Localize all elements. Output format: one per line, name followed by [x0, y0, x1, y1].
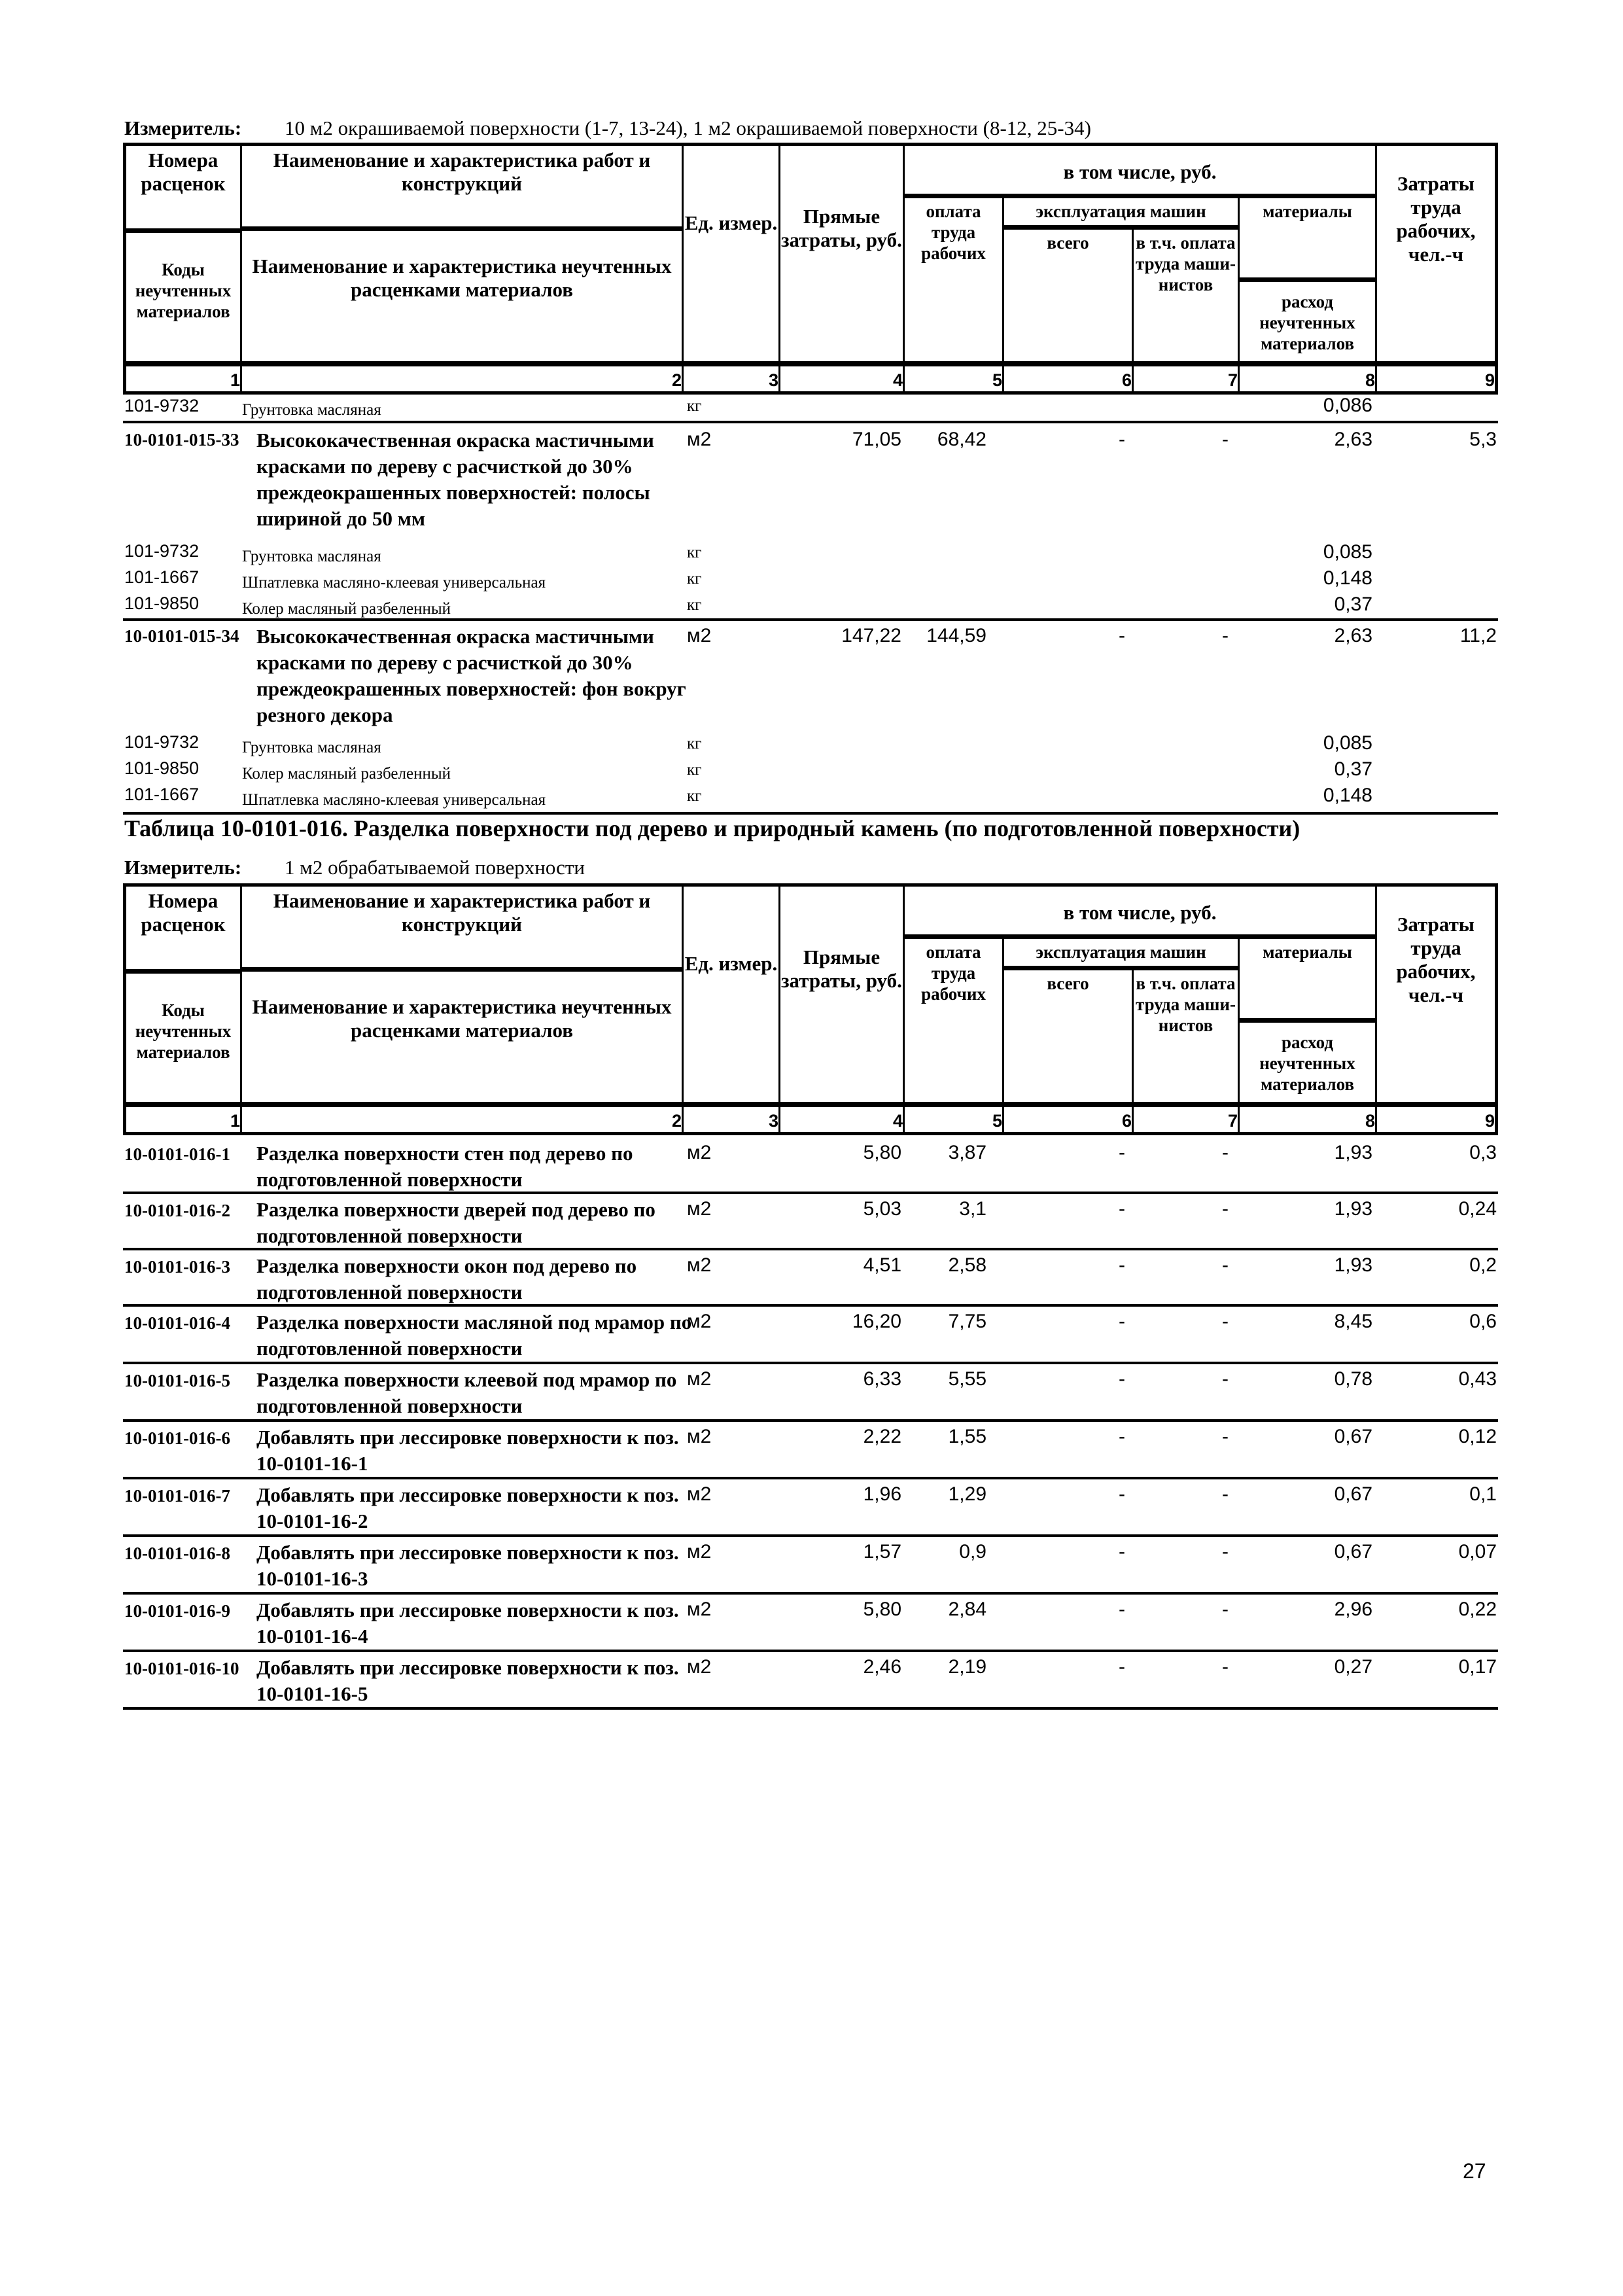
- material-code: 101-9732: [124, 732, 200, 752]
- rate-row: [123, 1304, 1498, 1362]
- rate-unit: м2: [687, 1142, 712, 1163]
- hdr-num-6: 6: [1004, 363, 1134, 391]
- rate-unit: м2: [687, 1541, 712, 1563]
- material-consumption: 0,37: [1334, 593, 1372, 615]
- rate-name: Разделка поверхности стен под дерево по подготовленной поверхности: [256, 1142, 633, 1191]
- rate-unit: м2: [687, 1483, 712, 1505]
- hdr-col6: всего: [1004, 970, 1134, 1104]
- rate-row: [123, 421, 1498, 541]
- direct-costs: 16,20: [852, 1311, 901, 1332]
- material-consumption: 0,085: [1323, 541, 1372, 563]
- labor-hours: 0,2: [1469, 1254, 1497, 1276]
- hdr-col2-bottom: Наименование и характеристика неучтенных расценками материалов: [242, 231, 684, 363]
- rate-unit: м2: [687, 625, 712, 646]
- labor-hours: 11,2: [1459, 625, 1497, 646]
- hdr-num-9: 9: [1377, 363, 1495, 391]
- materials-cost: 0,67: [1334, 1483, 1372, 1505]
- material-row: [123, 395, 1498, 421]
- meter-label: Измеритель:: [124, 116, 242, 139]
- labor-hours: 0,12: [1458, 1426, 1497, 1447]
- rate-name: Разделка поверхности окон под дерево по подготовленной поверхности: [256, 1254, 637, 1303]
- direct-costs: 5,80: [863, 1142, 901, 1163]
- machinist-pay: -: [1222, 1598, 1229, 1620]
- material-code: 101-9732: [124, 541, 200, 561]
- hdr-num-6: 6: [1004, 1104, 1134, 1132]
- machines-total: -: [1119, 1656, 1125, 1678]
- labor-hours: 0,07: [1458, 1541, 1497, 1563]
- labor-pay: 2,19: [948, 1656, 986, 1678]
- meter-line-1: [124, 116, 1091, 140]
- direct-costs: 4,51: [863, 1254, 901, 1276]
- hdr-num-2: 2: [242, 363, 684, 391]
- material-name: Колер масляный разбеленный: [242, 765, 451, 783]
- page-number: 27: [1463, 2159, 1486, 2183]
- rate-name: Разделка поверхности клеевой под мрамор по подготовленной поверхности: [256, 1368, 677, 1417]
- direct-costs: 1,57: [863, 1541, 901, 1563]
- machinist-pay: -: [1222, 1656, 1229, 1678]
- materials-cost: 2,63: [1334, 625, 1372, 646]
- hdr-col4: Прямые затраты, руб.: [780, 146, 905, 363]
- hdr-num-1: 1: [126, 363, 242, 391]
- material-consumption: 0,148: [1323, 785, 1372, 806]
- rate-code: 10-0101-016-10: [124, 1659, 239, 1678]
- hdr-col3: Ед. измер.: [684, 146, 780, 363]
- machines-total: -: [1119, 1142, 1125, 1163]
- labor-pay: 5,55: [948, 1368, 986, 1390]
- material-unit: кг: [687, 735, 702, 752]
- material-unit: кг: [687, 761, 702, 779]
- meter-value: 1 м2 обрабатываемой поверхности: [285, 856, 585, 879]
- material-code: 101-9850: [124, 593, 200, 613]
- hdr-num-5: 5: [905, 1104, 1004, 1132]
- machines-total: -: [1119, 1368, 1125, 1390]
- hdr-col1-bottom: Коды неучтенных материалов: [126, 969, 242, 1104]
- hdr-num-3: 3: [684, 363, 780, 391]
- materials-cost: 1,93: [1334, 1254, 1372, 1276]
- machinist-pay: -: [1222, 1426, 1229, 1447]
- materials-cost: 2,96: [1334, 1598, 1372, 1620]
- machines-total: -: [1119, 625, 1125, 646]
- labor-pay: 144,59: [926, 625, 986, 646]
- hdr-col1-top: Номера расценок: [126, 887, 242, 972]
- hdr-incl: в том числе, руб.: [905, 887, 1377, 939]
- hdr-col1-bottom: Коды неучтенных материалов: [126, 228, 242, 363]
- hdr-col5: оплата труда рабочих: [905, 939, 1004, 1104]
- rate-code: 10-0101-016-1: [124, 1144, 230, 1164]
- rate-code: 10-0101-016-9: [124, 1601, 230, 1621]
- machines-total: -: [1119, 1541, 1125, 1563]
- materials-cost: 1,93: [1334, 1198, 1372, 1220]
- labor-pay: 1,55: [948, 1426, 986, 1447]
- hdr-num-9: 9: [1377, 1104, 1495, 1132]
- materials-cost: 1,93: [1334, 1142, 1372, 1163]
- machines-total: -: [1119, 429, 1125, 450]
- labor-hours: 0,3: [1469, 1142, 1497, 1163]
- hdr-num-2: 2: [242, 1104, 684, 1132]
- material-name: Грунтовка масляная: [242, 401, 381, 419]
- labor-pay: 2,58: [948, 1254, 986, 1276]
- rate-code: 10-0101-016-5: [124, 1371, 230, 1390]
- material-code: 101-9850: [124, 758, 200, 778]
- machinist-pay: -: [1222, 1541, 1229, 1563]
- rate-unit: м2: [687, 1311, 712, 1332]
- rate-name: Добавлять при лессировке поверхности к поз. 10-0101-16-3: [256, 1541, 679, 1590]
- rate-code: 10-0101-015-34: [124, 626, 239, 646]
- hdr-col8: расход неучтенных материалов: [1240, 282, 1377, 363]
- rate-row: [123, 1248, 1498, 1304]
- material-consumption: 0,086: [1323, 395, 1372, 416]
- hdr-col3: Ед. измер.: [684, 887, 780, 1104]
- labor-hours: 0,24: [1458, 1198, 1497, 1220]
- hdr-num-8: 8: [1240, 1104, 1377, 1132]
- hdr-num-5: 5: [905, 363, 1004, 391]
- material-unit: кг: [687, 570, 702, 588]
- hdr-col7: в т.ч. оплата труда маши-нистов: [1134, 970, 1240, 1104]
- hdr-col9: Затраты труда рабочих, чел.-ч: [1377, 146, 1495, 363]
- rate-name: Высококачественная окраска мастичными красками по дереву с расчисткой до 30% преждеокрашенных поверхностей: полосы шириной до 50 мм: [256, 429, 654, 530]
- machinist-pay: -: [1222, 1142, 1229, 1163]
- labor-pay: 3,87: [948, 1142, 986, 1163]
- rate-code: 10-0101-016-2: [124, 1201, 230, 1220]
- material-unit: кг: [687, 544, 702, 561]
- machines-total: -: [1119, 1426, 1125, 1447]
- hdr-col6: всего: [1004, 230, 1134, 363]
- table-2-body: [123, 1135, 1498, 1710]
- rate-name: Разделка поверхности дверей под дерево по подготовленной поверхности: [256, 1198, 655, 1247]
- direct-costs: 147,22: [841, 625, 901, 646]
- materials-cost: 0,78: [1334, 1368, 1372, 1390]
- rate-name: Добавлять при лессировке поверхности к поз. 10-0101-16-5: [256, 1656, 679, 1705]
- labor-pay: 68,42: [937, 429, 986, 450]
- material-unit: кг: [687, 787, 702, 805]
- rate-row: [123, 618, 1498, 732]
- rate-name: Разделка поверхности масляной под мрамор по подготовленной поверхности: [256, 1311, 692, 1360]
- rate-name: Добавлять при лессировке поверхности к поз. 10-0101-16-4: [256, 1598, 679, 1648]
- labor-pay: 1,29: [948, 1483, 986, 1505]
- hdr-num-4: 4: [780, 363, 905, 391]
- hdr-materials: материалы: [1240, 198, 1377, 282]
- material-code: 101-1667: [124, 567, 200, 587]
- materials-cost: 2,63: [1334, 429, 1372, 450]
- material-name: Грунтовка масляная: [242, 739, 381, 756]
- table-header-1: [123, 143, 1498, 395]
- rate-name: Добавлять при лессировке поверхности к поз. 10-0101-16-1: [256, 1426, 679, 1475]
- labor-pay: 3,1: [959, 1198, 986, 1220]
- table-2-title: Таблица 10-0101-016. Разделка поверхности под дерево и природный камень (по подготовленной поверхности): [124, 815, 1300, 841]
- rate-row: [123, 1592, 1498, 1650]
- rate-row: [123, 1135, 1498, 1192]
- rate-unit: м2: [687, 1426, 712, 1447]
- hdr-col9: Затраты труда рабочих, чел.-ч: [1377, 887, 1495, 1104]
- hdr-col8: расход неучтенных материалов: [1240, 1023, 1377, 1104]
- machines-total: -: [1119, 1254, 1125, 1276]
- direct-costs: 71,05: [852, 429, 901, 450]
- rate-code: 10-0101-016-7: [124, 1486, 230, 1506]
- material-unit: кг: [687, 397, 702, 415]
- hdr-col5: оплата труда рабочих: [905, 198, 1004, 363]
- machinist-pay: -: [1222, 1198, 1229, 1220]
- machinist-pay: -: [1222, 625, 1229, 646]
- hdr-num-7: 7: [1134, 363, 1240, 391]
- rate-row: [123, 1650, 1498, 1710]
- hdr-materials: материалы: [1240, 939, 1377, 1023]
- rate-code: 10-0101-016-6: [124, 1428, 230, 1448]
- material-unit: кг: [687, 596, 702, 614]
- material-row: [123, 541, 1498, 567]
- direct-costs: 1,96: [863, 1483, 901, 1505]
- machines-total: -: [1119, 1483, 1125, 1505]
- hdr-num-1: 1: [126, 1104, 242, 1132]
- material-row: [123, 758, 1498, 785]
- rate-unit: м2: [687, 1656, 712, 1678]
- hdr-incl: в том числе, руб.: [905, 146, 1377, 198]
- rate-unit: м2: [687, 1198, 712, 1220]
- labor-hours: 0,22: [1458, 1598, 1497, 1620]
- labor-hours: 0,6: [1469, 1311, 1497, 1332]
- material-consumption: 0,085: [1323, 732, 1372, 754]
- rate-code: 10-0101-016-3: [124, 1257, 230, 1277]
- hdr-col4: Прямые затраты, руб.: [780, 887, 905, 1104]
- machinist-pay: -: [1222, 1368, 1229, 1390]
- direct-costs: 5,03: [863, 1198, 901, 1220]
- hdr-col1-top: Номера расценок: [126, 146, 242, 231]
- hdr-col2-top: Наименование и характеристика работ и конструкций: [242, 146, 684, 231]
- direct-costs: 5,80: [863, 1598, 901, 1620]
- materials-cost: 0,67: [1334, 1541, 1372, 1563]
- hdr-col7: в т.ч. оплата труда маши-нистов: [1134, 230, 1240, 363]
- rate-unit: м2: [687, 1368, 712, 1390]
- material-code: 101-9732: [124, 396, 200, 415]
- direct-costs: 6,33: [863, 1368, 901, 1390]
- material-consumption: 0,148: [1323, 567, 1372, 589]
- hdr-num-7: 7: [1134, 1104, 1240, 1132]
- rate-name: Добавлять при лессировке поверхности к поз. 10-0101-16-2: [256, 1483, 679, 1532]
- meter-label: Измеритель:: [124, 856, 242, 879]
- rate-unit: м2: [687, 429, 712, 450]
- material-row: [123, 567, 1498, 593]
- meter-value: 10 м2 окрашиваемой поверхности (1-7, 13-24), 1 м2 окрашиваемой поверхности (8-12, 25-34): [285, 116, 1091, 139]
- hdr-col2-bottom: Наименование и характеристика неучтенных расценками материалов: [242, 972, 684, 1104]
- rate-unit: м2: [687, 1254, 712, 1276]
- materials-cost: 0,67: [1334, 1426, 1372, 1447]
- rate-code: 10-0101-016-4: [124, 1313, 230, 1333]
- table-1-body: [123, 395, 1498, 815]
- rate-unit: м2: [687, 1598, 712, 1620]
- rate-code: 10-0101-016-8: [124, 1544, 230, 1563]
- labor-hours: 0,1: [1469, 1483, 1497, 1505]
- material-row: [123, 785, 1498, 815]
- direct-costs: 2,22: [863, 1426, 901, 1447]
- labor-hours: 0,43: [1458, 1368, 1497, 1390]
- rate-name: Высококачественная окраска мастичными красками по дереву с расчисткой до 30% преждеокрашенных поверхностей: фон вокруг резного декора: [256, 625, 686, 726]
- materials-cost: 8,45: [1334, 1311, 1372, 1332]
- labor-pay: 2,84: [948, 1598, 986, 1620]
- hdr-col2-top: Наименование и характеристика работ и конструкций: [242, 887, 684, 972]
- machines-total: -: [1119, 1198, 1125, 1220]
- machinist-pay: -: [1222, 429, 1229, 450]
- labor-pay: 7,75: [948, 1311, 986, 1332]
- hdr-machines: эксплуатация машин: [1004, 939, 1240, 970]
- hdr-num-8: 8: [1240, 363, 1377, 391]
- machines-total: -: [1119, 1311, 1125, 1332]
- machines-total: -: [1119, 1598, 1125, 1620]
- machinist-pay: -: [1222, 1254, 1229, 1276]
- hdr-num-4: 4: [780, 1104, 905, 1132]
- material-code: 101-1667: [124, 785, 200, 804]
- materials-cost: 0,27: [1334, 1656, 1372, 1678]
- table-header-2: [123, 883, 1498, 1135]
- rate-code: 10-0101-015-33: [124, 430, 239, 450]
- labor-hours: 5,3: [1469, 429, 1497, 450]
- material-row: [123, 593, 1498, 618]
- rate-row: [123, 1477, 1498, 1534]
- meter-line-2: [124, 856, 585, 879]
- rate-row: [123, 1362, 1498, 1419]
- hdr-machines: эксплуатация машин: [1004, 198, 1240, 230]
- rate-row: [123, 1419, 1498, 1477]
- material-name: Грунтовка масляная: [242, 548, 381, 565]
- material-name: Шпатлевка масляно-клеевая универсальная: [242, 791, 546, 809]
- material-row: [123, 732, 1498, 758]
- labor-pay: 0,9: [959, 1541, 986, 1563]
- rate-row: [123, 1192, 1498, 1248]
- material-consumption: 0,37: [1334, 758, 1372, 780]
- machinist-pay: -: [1222, 1483, 1229, 1505]
- material-name: Шпатлевка масляно-клеевая универсальная: [242, 574, 546, 592]
- rate-row: [123, 1534, 1498, 1592]
- direct-costs: 2,46: [863, 1656, 901, 1678]
- hdr-num-3: 3: [684, 1104, 780, 1132]
- machinist-pay: -: [1222, 1311, 1229, 1332]
- material-name: Колер масляный разбеленный: [242, 600, 451, 618]
- labor-hours: 0,17: [1458, 1656, 1497, 1678]
